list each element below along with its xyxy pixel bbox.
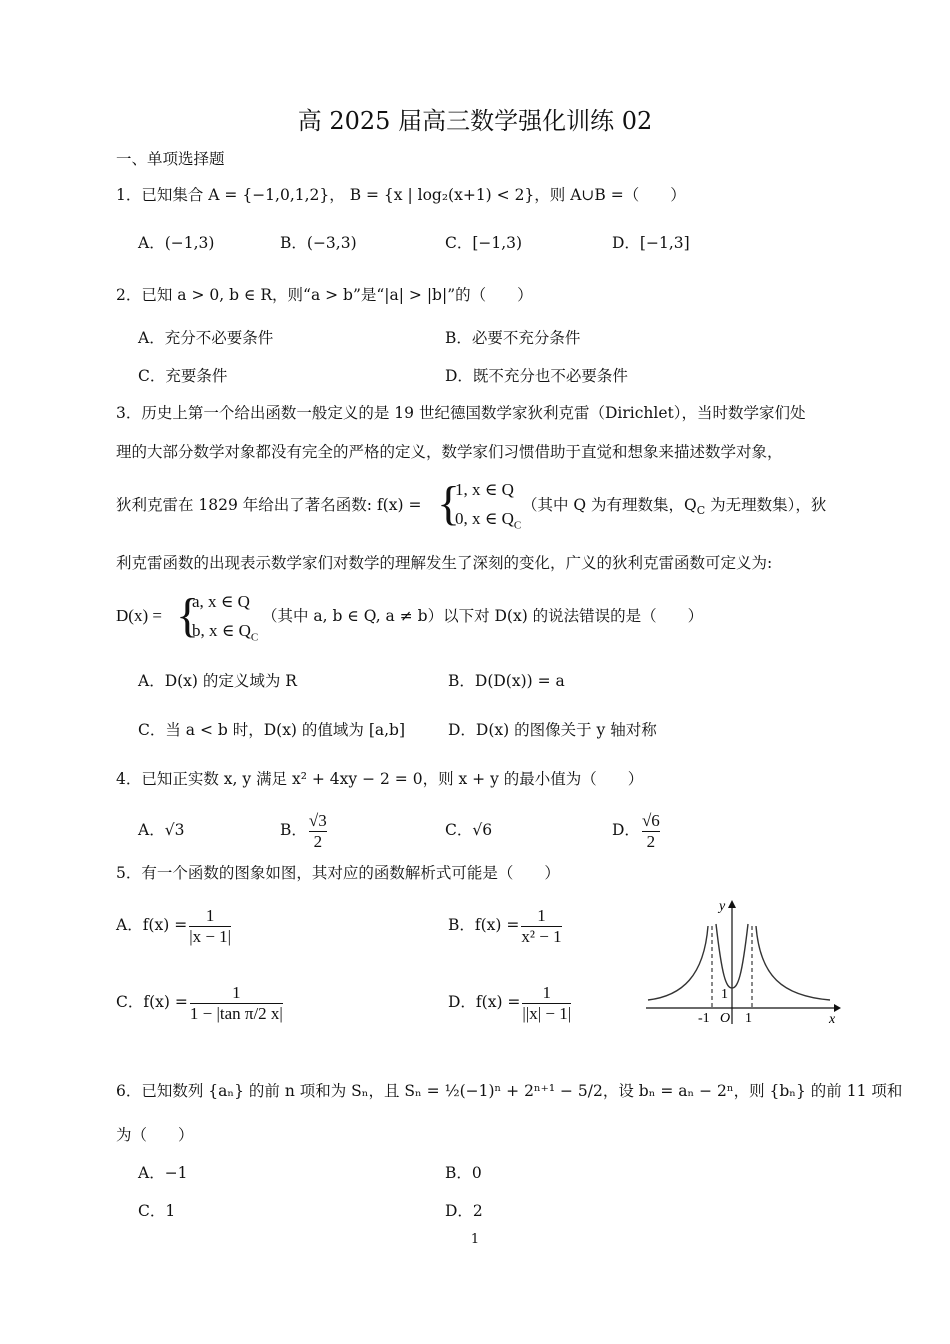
function-graph [642,896,842,1026]
question-number: 1． [116,186,142,204]
question-number: 3． [116,404,142,422]
case-2-a: a, x ∈ Q [192,592,250,611]
section-heading: 一、单项选择题 [116,150,225,168]
option-c: C．1 [138,1202,176,1220]
option-d: D．[−1,3] [612,234,690,252]
question-number: 4． [116,770,142,788]
option-c: C．√6 [445,821,493,839]
question-text-line-3-tail: （其中 Q 为有理数集，$Q_C$ 为无理数集），狄 [522,496,827,518]
question-text-line-3: 狄利克雷在 1829 年给出了著名函数: f(x) = [116,496,422,514]
option-c: C．当 a < b 时，D(x) 的值域为 [a,b] [138,721,406,739]
option-d: D．2 [445,1202,483,1220]
option-a: A．充分不必要条件 [138,329,274,347]
question-3 [116,402,805,424]
option-d: D． $\frac{√6}{2}$ [612,810,660,851]
option-b: B．0 [445,1164,482,1182]
question-text-line-4: 利克雷函数的出现表示数学家们对数学的理解发生了深刻的变化，广义的狄利克雷函数可定义为: [116,554,773,572]
y-axis-label: y [719,899,726,914]
option-a: A．(−1,3) [138,234,215,252]
option-d: D．既不充分也不必要条件 [445,367,628,385]
x-axis-arrow [834,1004,841,1012]
left-brace: { [176,589,200,642]
function-d-label: D(x) = [116,606,162,625]
curve-left-branch [648,926,708,1000]
option-c: C．[−1,3) [445,234,523,252]
question-2 [116,284,533,306]
x-axis-label: x [829,1012,836,1026]
origin-label: O [720,1011,731,1026]
question-text-line-5: （其中 a, b ∈ Q, a ≠ b）以下对 D(x) 的说法错误的是（ ） [262,607,704,625]
question-text-line-1: 历史上第一个给出函数一般定义的是 19 世纪德国数学家狄利克雷（Dirichlet），当时数学家们处 [141,404,806,422]
question-1 [116,184,686,206]
option-c: C．充要条件 [138,367,228,385]
option-d: D．f(x) = $\frac{1}{||x| - 1|}$ [448,982,572,1023]
question-number: 6． [116,1082,142,1100]
question-text: 已知集合 A = {−1,0,1,2}， B = {x | log₂(x+1) < 2}，则 A∪B =（ ） [141,186,686,204]
option-b: B．f(x) = $\frac{1}{\text{x² − 1}}$ [448,905,562,946]
question-text: 已知 a > 0, b ∈ R，则“a > b”是“|a| > |b|”的（ ） [141,286,533,304]
y-tick-label-1: 1 [721,987,728,1002]
option-b: B．必要不充分条件 [445,329,581,347]
case-1-a: 1, x ∈ Q [455,480,514,499]
question-text-cont: 为（ ） [116,1126,194,1144]
question-5 [116,862,560,884]
case-1-b: 0, x ∈ $Q_C$ [455,509,522,532]
option-b: B．D(D(x)) = a [448,672,565,690]
option-c: C．f(x) = $\frac{1}{\text{1 − |tan π/2 x|}}$ [116,982,283,1023]
question-4 [116,768,643,790]
y-axis-arrow [728,900,736,908]
question-number: 2． [116,286,142,304]
tick-label-neg1: -1 [698,1011,710,1026]
page-number: 1 [470,1232,480,1247]
question-text-line-2: 理的大部分数学对象都没有完全的严格的定义，数学家们习惯借助于直觉和想象来描述数学对象， [116,443,783,461]
option-b: B． $\frac{√3}{2}$ [280,810,327,851]
option-a: A．f(x) = $\frac{1}{|x - 1|}$ [116,905,232,946]
page-title: 高 2025 届高三数学强化训练 02 [297,107,653,135]
question-6 [116,1080,902,1102]
question-text: 已知正实数 x, y 满足 x² + 4xy − 2 = 0，则 x + y 的最小值为（ ） [141,770,644,788]
option-d: D．D(x) 的图像关于 y 轴对称 [448,721,657,739]
curve-right-branch [756,926,830,1000]
option-b: B．(−3,3) [280,234,357,252]
tick-label-pos1: 1 [745,1011,752,1026]
question-number: 5． [116,864,142,882]
option-a: A．√3 [138,821,185,839]
question-text: 已知数列 {aₙ} 的前 n 项和为 Sₙ，且 Sₙ = ½(−1)ⁿ + 2ⁿ⁺¹ − 5/2，设 bₙ = aₙ − 2ⁿ，则 {bₙ} 的前 11 项和 [141,1082,903,1100]
option-a: A．−1 [138,1164,188,1182]
option-a: A．D(x) 的定义域为 R [138,672,297,690]
case-2-b: b, x ∈ $Q_C$ [192,621,259,644]
question-text: 有一个函数的图象如图，其对应的函数解析式可能是（ ） [141,864,560,882]
left-brace: { [437,477,461,530]
